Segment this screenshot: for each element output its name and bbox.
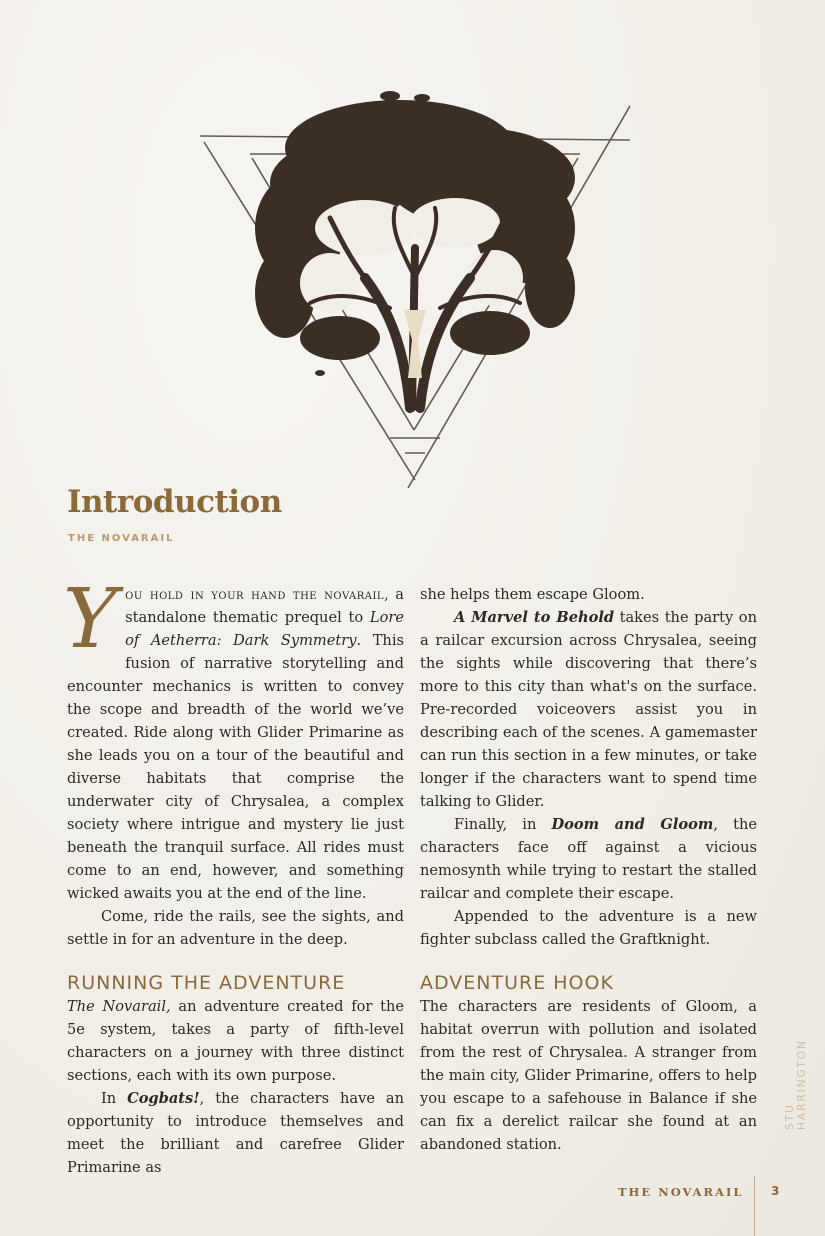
marvel-paragraph xyxy=(420,606,757,813)
cogbats-continuation: she helps them escape Gloom. xyxy=(420,586,645,603)
intro-lead: ou hold in your hand the novarail xyxy=(125,586,385,603)
footer-title: THE NOVARAIL xyxy=(618,1185,744,1199)
marvel-text: takes the party on a railcar excursion across Chrysalea, seeing the sights while discovering that there’s more to this city than what's on the surface. Pre-recorded voiceovers assist you in describing each of the scenes. A gamemaster can run this section in a few minutes, or take longer if the characters want to spend time talking to Glider. xyxy=(420,609,757,810)
intro-column xyxy=(63,572,404,951)
appendix-paragraph: Appended to the adventure is a new fighter subclass called the Graftknight. xyxy=(420,908,757,948)
running-paragraph-2 xyxy=(67,1087,404,1179)
doom-paragraph xyxy=(420,813,757,905)
page-title: Introduction xyxy=(67,484,282,520)
hook-column xyxy=(420,995,757,1156)
intro-text: , a standalone thematic prequel to xyxy=(125,586,404,626)
novarail-title: The Novarail, xyxy=(67,998,171,1015)
intro-paragraph-2: Come, ride the rails, see the sights, and settle in for an adventure in the deep. xyxy=(67,908,404,948)
intro-text-tail: . This fusion of narrative storytelling and encounter mechanics is written to convey the scope and breadth of the world we’ve created. Ride along with Glider Primarine as she leads you on a tour of the beautiful and diverse habitats that comprise the underwater city of Chrysalea, a complex society where intrigue and mystery lie just beneath the tranquil surface. All rides must come to an end, however, and something wicked awaits you at the end of the line. xyxy=(67,632,404,902)
running-paragraph-1 xyxy=(67,995,404,1087)
marvel-title: A Marvel to Behold xyxy=(454,609,615,626)
doom-lead: Finally, in xyxy=(454,816,552,833)
running-column xyxy=(67,995,404,1179)
cogbats-lead: In xyxy=(101,1090,128,1107)
page-number: 3 xyxy=(771,1184,780,1198)
cogbats-title: Cogbats! xyxy=(127,1090,200,1107)
hook-heading: ADVENTURE HOOK xyxy=(420,972,614,994)
dropcap-letter: Y xyxy=(63,572,118,667)
author-credit: STU HARRINGTON xyxy=(784,1039,808,1130)
page-subtitle: THE NOVARAIL xyxy=(68,533,175,544)
running-text: an adventure created for the 5e system, takes a party of fifth-level characters on a journey with three distinct sections, each with its own purpose. xyxy=(67,998,404,1084)
doom-title: Doom and Gloom xyxy=(551,816,714,833)
tree-triangle-emblem-icon xyxy=(190,78,640,498)
doom-text: , the characters face off against a vicious nemosynth while trying to restart the stalled railcar and complete their escape. xyxy=(420,816,757,902)
intro-paragraph-1 xyxy=(63,572,404,905)
running-heading: RUNNING THE ADVENTURE xyxy=(67,972,346,994)
book-title: Lore of Aetherra: Dark Symmetry xyxy=(125,609,404,649)
sections-column xyxy=(420,583,757,951)
footer-divider xyxy=(754,1176,755,1236)
hook-paragraph: The characters are residents of Gloom, a habitat overrun with pollution and isolated from the rest of Chrysalea. A stranger from the main city, Glider Primarine, offers to help you escape to a safehouse in Balance if she can fix a derelict railcar she found at an abandoned station. xyxy=(420,998,757,1153)
cogbats-text: , the characters have an opportunity to introduce themselves and meet the brilliant and carefree Glider Primarine as xyxy=(67,1090,404,1176)
